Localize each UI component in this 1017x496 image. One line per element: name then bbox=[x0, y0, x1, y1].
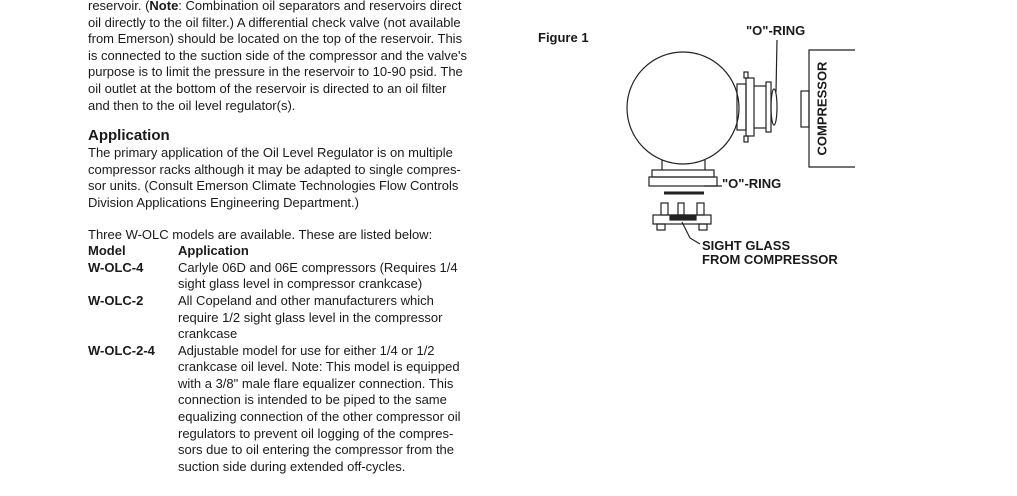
sight-glass-bolt bbox=[697, 203, 704, 215]
sight-glass bbox=[670, 215, 696, 220]
regulator-body bbox=[627, 52, 739, 164]
sight-glass-bolt bbox=[661, 203, 668, 215]
compressor-port bbox=[801, 91, 809, 127]
compressor-label: COMPRESSOR bbox=[814, 61, 830, 156]
side-flange bbox=[737, 84, 746, 130]
sight-glass-callout: SIGHT GLASS bbox=[702, 238, 791, 253]
note-keyword: Note bbox=[149, 0, 179, 13]
leader-line bbox=[776, 40, 777, 92]
flange-gasket bbox=[766, 82, 771, 132]
model-description: Carlyle 06D and 06E compressors (Requires 1/4 sight glass level in compressor crankcase) bbox=[178, 259, 458, 292]
paragraph-line: oil outlet at the bottom of the reservoir is directed to an oil filter bbox=[88, 80, 447, 96]
figure-label: Figure 1 bbox=[538, 30, 589, 45]
model-name: W-OLC-2 bbox=[88, 292, 144, 308]
model-name: W-OLC-2-4 bbox=[88, 342, 155, 358]
models-intro: Three W-OLC models are available. These are listed below: bbox=[88, 226, 433, 242]
paragraph-line: sor units. (Consult Emerson Climate Technologies Flow Controls bbox=[88, 178, 459, 194]
model-description: Adjustable model for use for either 1/4 or 1/2 crankcase oil level. Note: This model is equipped with a 3/8" male flare equalizer connection. This connection is intended to be piped to the same equalizing connection of the other compressor oil regulators to prevent oil logging of the compres- sors due to oil entering the compressor from the suction side during extended off-cycles. bbox=[178, 342, 461, 474]
bolt-head bbox=[744, 136, 748, 142]
model-column-header: Model bbox=[88, 243, 126, 259]
paragraph-line: The primary application of the Oil Level Regulator is on multiple bbox=[88, 145, 453, 161]
o-ring-bottom-callout: "O"-RING bbox=[722, 176, 782, 191]
model-name: W-OLC-4 bbox=[88, 259, 144, 275]
paragraph-line: is connected to the suction side of the compressor and the valve's bbox=[88, 47, 467, 63]
paragraph-line: oil directly to the oil filter.) A differential check valve (not available bbox=[88, 14, 461, 30]
bolt-head bbox=[744, 72, 748, 78]
paragraph-line: compressor racks although it may be adapted to single compres- bbox=[88, 161, 461, 177]
bottom-flange bbox=[649, 177, 717, 186]
side-flange-plate bbox=[746, 78, 754, 136]
paragraph-line: Division Applications Engineering Department.) bbox=[88, 194, 359, 210]
bottom-neck bbox=[652, 170, 714, 177]
paragraph-line: purpose is to limit the pressure in the reservoir to 10-90 psid. The bbox=[88, 64, 463, 80]
paragraph-line: and then to the oil level regulator(s). bbox=[88, 97, 296, 113]
application-column-header: Application bbox=[178, 243, 249, 259]
paragraph-line: from Emerson) should be located on the top of the reservoir. This bbox=[88, 31, 463, 47]
paragraph-line: reservoir. (Note: Combination oil separators and reservoirs direct bbox=[88, 0, 462, 13]
model-description: All Copeland and other manufacturers which require 1/2 sight glass level in the compressor crankcase bbox=[178, 292, 443, 342]
leader-line bbox=[682, 222, 700, 244]
o-ring-top bbox=[771, 89, 777, 125]
application-heading: Application bbox=[88, 127, 170, 145]
sight-glass-source-callout: FROM COMPRESSOR bbox=[702, 252, 838, 267]
o-ring-top-callout: "O"-RING bbox=[746, 23, 806, 38]
